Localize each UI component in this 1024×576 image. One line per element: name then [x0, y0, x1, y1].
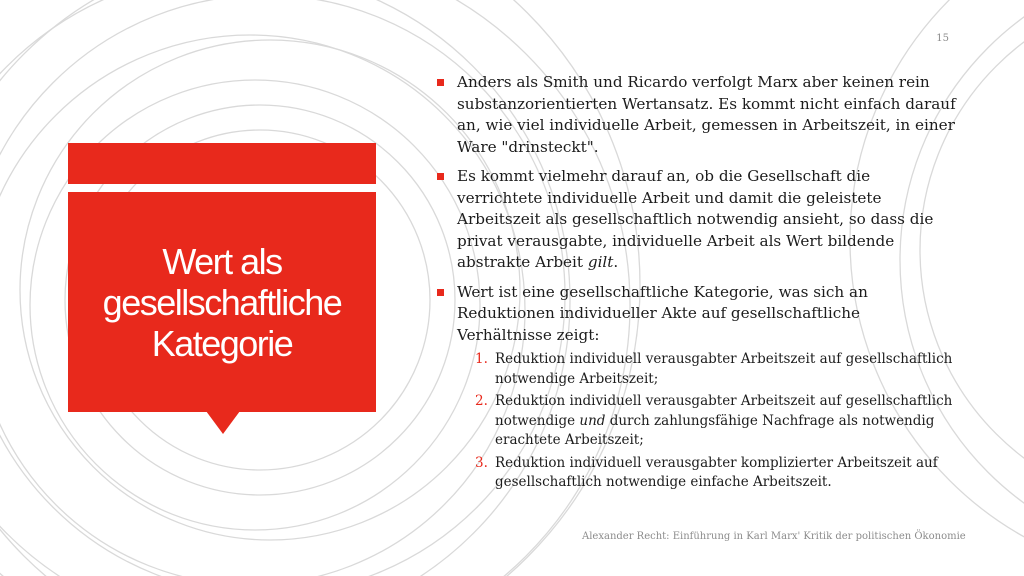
list-item	[437, 392, 957, 451]
list-text: Reduktion individuell verausgabter Arbeitszeit auf gesellschaftlich notwendige Arbeitszeit;	[495, 351, 953, 387]
bullet-text-end: .	[613, 253, 619, 271]
slide-content	[437, 72, 957, 496]
title-pointer	[206, 411, 240, 434]
bullet-text: Anders als Smith und Ricardo verfolgt Marx aber keinen rein substanzorientierten Wertansatz. Es kommt nicht einfach darauf an, wie viel individuelle Arbeit, gemessen in Arbeitszeit, in einer Ware "drinsteckt".	[457, 73, 956, 156]
bullet-square-icon	[437, 289, 444, 296]
list-text-end: durch zahlungsfähige Nachfrage als notwendig erachtete Arbeitszeit;	[495, 412, 935, 448]
list-number: 2.	[475, 393, 488, 409]
title-box	[68, 192, 376, 412]
list-text: Reduktion individuell verausgabter komplizierter Arbeitszeit auf gesellschaftlich notwendige einfache Arbeitszeit.	[495, 454, 938, 490]
list-item	[437, 454, 957, 493]
bullet-item	[437, 72, 957, 158]
list-text: Reduktion individuell verausgabter Arbeitszeit auf gesellschaftlich notwendige	[495, 393, 953, 429]
title-top-strip	[68, 143, 376, 184]
slide-title: Wert als gesellschaftliche Kategorie	[102, 240, 342, 364]
list-number: 1.	[475, 351, 488, 367]
bullet-item	[437, 166, 957, 274]
bullet-square-icon	[437, 79, 444, 86]
list-item	[437, 350, 957, 389]
bullet-text: Wert ist eine gesellschaftliche Kategorie, was sich an Reduktionen individueller Akte auf gesellschaftliche Verhältnisse zeigt:	[457, 282, 868, 344]
numbered-list	[437, 350, 957, 493]
slide-footer: Alexander Recht: Einführung in Karl Marx' Kritik der politischen Ökonomie	[582, 531, 966, 542]
bullet-item	[437, 282, 957, 347]
bullet-square-icon	[437, 173, 444, 180]
list-emphasis: und	[579, 412, 606, 429]
bullet-emphasis: gilt	[587, 253, 614, 271]
list-number: 3.	[475, 454, 488, 471]
bullet-text: Es kommt vielmehr darauf an, ob die Gesellschaft die verrichtete individuelle Arbeit und damit die geleistete Arbeitszeit als gesellschaftlich notwendig ansieht, so dass die privat verausgabte, individuelle Arbeit als Wert bildende abstrakte Arbeit	[457, 167, 934, 271]
page-number: 15	[936, 33, 949, 44]
